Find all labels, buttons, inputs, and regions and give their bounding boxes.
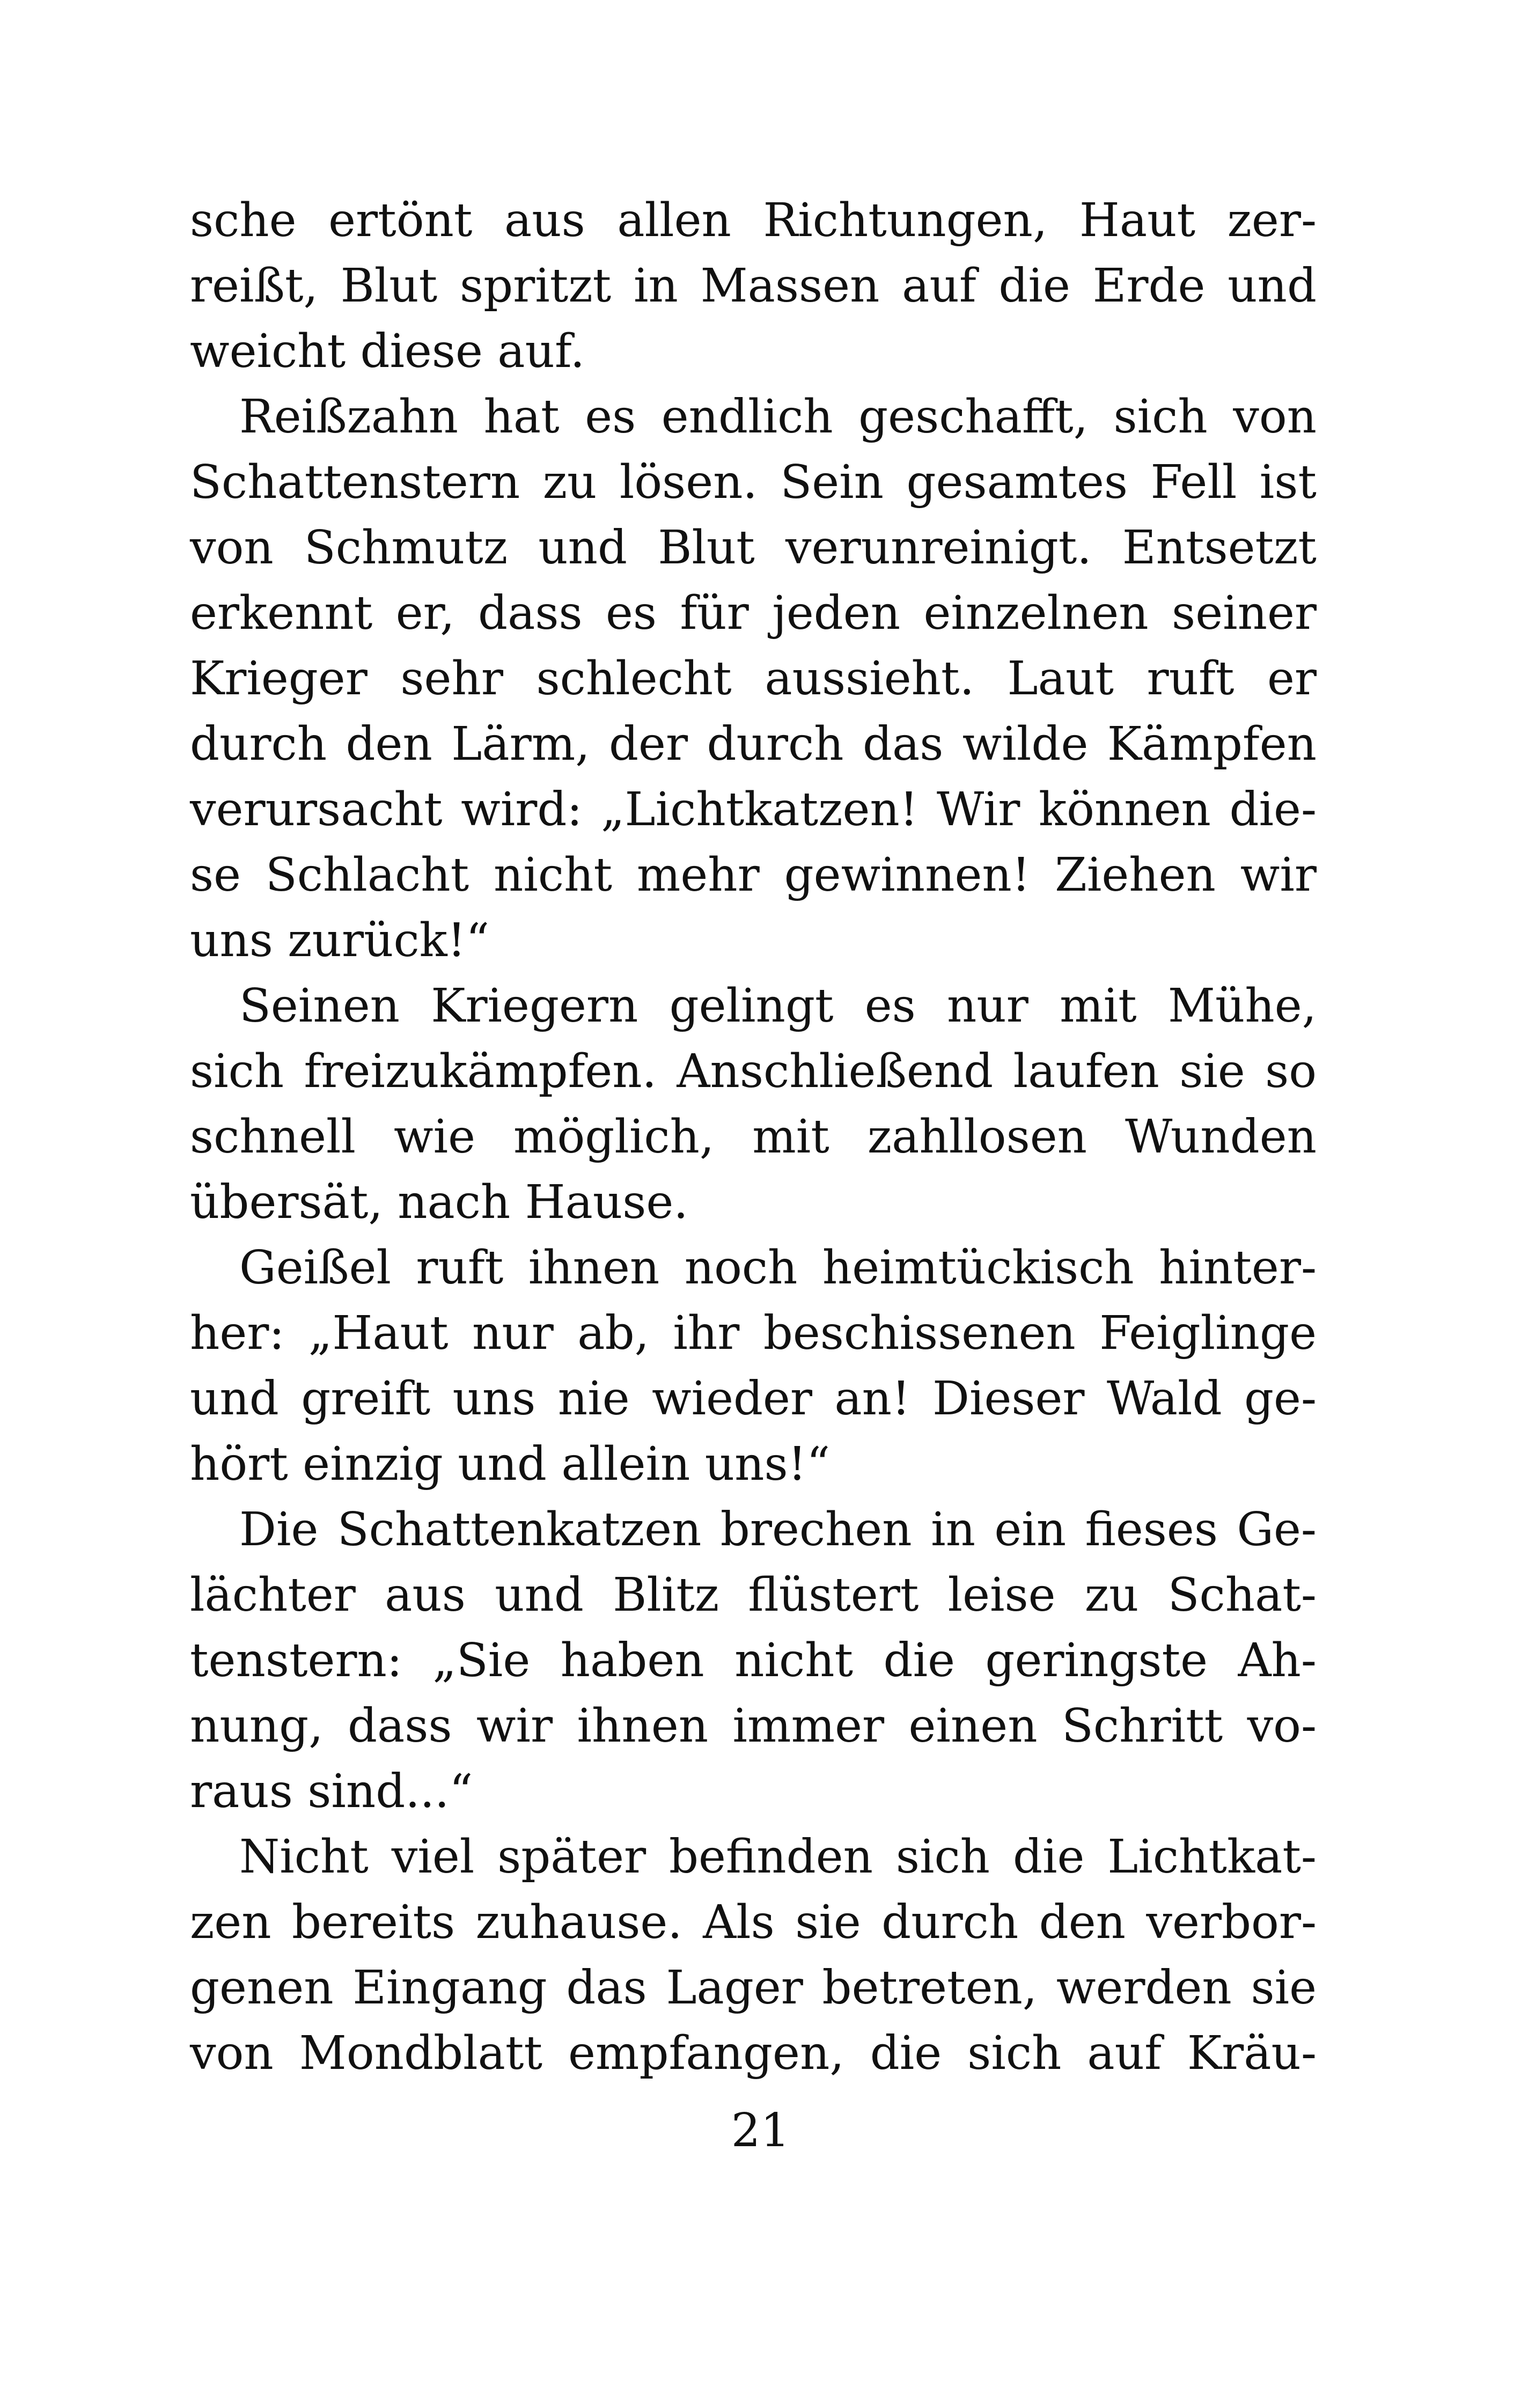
text-line: tenstern: „Sie haben nicht die geringste Ah-	[190, 1634, 1317, 1687]
text-line: sich freizukämpfen. Anschließend laufen sie so	[190, 1045, 1317, 1098]
text-line: von Mondblatt empfangen, die sich auf Kräu-	[190, 2027, 1317, 2080]
text-line: übersät, nach Hause.	[190, 1176, 688, 1229]
text-line: hört einzig und allein uns!“	[190, 1437, 831, 1491]
text-line: Geißel ruft ihnen noch heimtückisch hinter-	[239, 1241, 1317, 1295]
text-line: zen bereits zuhause. Als sie durch den verbor-	[190, 1896, 1317, 1949]
text-line: uns zurück!“	[190, 914, 490, 967]
text-line: reißt, Blut spritzt in Massen auf die Erde und	[190, 259, 1317, 313]
text-line: weicht diese auf.	[190, 325, 585, 378]
text-line: sche ertönt aus allen Richtungen, Haut zer-	[190, 194, 1317, 247]
text-line: Die Schattenkatzen brechen in ein fieses Ge-	[239, 1503, 1317, 1557]
text-line: Nicht viel später befinden sich die Lichtkat-	[239, 1830, 1317, 1884]
page-number: 21	[731, 2104, 790, 2157]
text-line: durch den Lärm, der durch das wilde Kämpfen	[190, 717, 1317, 771]
text-line: Seinen Kriegern gelingt es nur mit Mühe,	[239, 979, 1317, 1033]
body-text	[190, 188, 1317, 2086]
text-line: und greift uns nie wieder an! Dieser Wald ge-	[190, 1372, 1317, 1426]
text-line: her: „Haut nur ab, ihr beschissenen Feiglinge	[190, 1306, 1317, 1360]
text-line: genen Eingang das Lager betreten, werden sie	[190, 1961, 1317, 2015]
text-line: erkennt er, dass es für jeden einzelnen seiner	[190, 586, 1317, 640]
text-line: Schattenstern zu lösen. Sein gesamtes Fell ist	[190, 456, 1317, 509]
text-line: raus sind...“	[190, 1765, 473, 1818]
text-line: nung, dass wir ihnen immer einen Schritt vo-	[190, 1699, 1317, 1753]
text-line: Krieger sehr schlecht aussieht. Laut ruft er	[190, 652, 1317, 706]
text-line: verursacht wird: „Lichtkatzen! Wir können die-	[190, 783, 1317, 836]
text-line: lächter aus und Blitz flüstert leise zu Schat-	[190, 1568, 1317, 1622]
text-line: von Schmutz und Blut verunreinigt. Entsetzt	[190, 521, 1317, 575]
text-line: Reißzahn hat es endlich geschafft, sich von	[239, 390, 1317, 444]
text-line: se Schlacht nicht mehr gewinnen! Ziehen wir	[190, 848, 1317, 902]
text-line: schnell wie möglich, mit zahllosen Wunden	[190, 1110, 1317, 1164]
